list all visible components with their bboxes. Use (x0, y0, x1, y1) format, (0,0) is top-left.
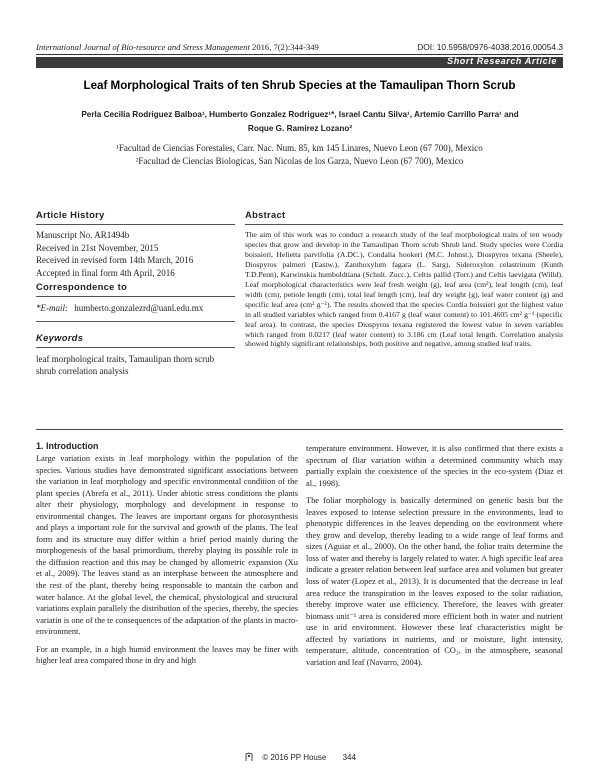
abstract (245, 209, 563, 349)
journal-name: International Journal of Bio-resource and Stress Management (36, 42, 250, 52)
body-column-left (36, 453, 298, 673)
section-divider (36, 429, 563, 430)
authors-line-1: Perla Cecilia Rodriguez Balboa¹, Humberto Gonzalez Rodriguez¹*, Israel Cantu Silva¹, Artemio Carrillo Parra¹ and (81, 110, 519, 119)
copyright: © 2016 PP House (262, 753, 327, 762)
journal-volume: 2016, 7(2):344-349 (252, 42, 319, 52)
keywords-text: leaf morphological traits, Tamaulipan thorn scrub shrub correlation analysis (36, 354, 215, 376)
affiliation-2: ²Facultad de Ciencias Biologicas, San Nicolas de los Garza, Nuevo Leon (67 700), Mexico (135, 156, 464, 166)
intro-paragraph-1: Large variation exists in leaf morphology within the population of the species. Various studies have demonstrated significant associations between the variation in leaf morphology and specific environmental condition of the plant species (Abrefa et al., 2011). Under abiotic stress conditions the plants alter their physiology, morphology and development in response to environmental changes. The leaves are important organs for photosynthesis and plays a important role for the survival and growth of the plants. The leaf form and its structure may differ within a brief period mainly during the morphogenesis of the basal primordium, thereby playing its possible role in the diffusion reaction and this may be changed by allometric expansion (Xu et al., 2009). The leaves stand as an interphase between the atmosphere and the rest of the plant, thereby being responsable to mantain the carbon and water balance. At the global level, the chemical, physiological and structural variations explain parallely the distribution of the species, thereby, the species variatin is one of the te consequences of the adaptation of the plants in macro-environment. (36, 454, 298, 637)
keywords (36, 332, 235, 378)
authors-line-2: Roque G. Ramirez Lozano² (247, 124, 353, 133)
correspondence (36, 281, 235, 322)
page-number: 344 (342, 753, 356, 762)
correspondence-email-line (36, 303, 235, 313)
received-date: Received in 21st November, 2015 (36, 242, 159, 253)
introduction-heading: 1. Introduction (36, 441, 99, 451)
publisher-logo-icon (244, 752, 254, 762)
article-history-heading: Article History (36, 209, 235, 225)
abstract-heading: Abstract (245, 209, 563, 225)
intro-paragraph-2: For an example, in a high humid environment the leaves may be finer with higher leaf area compared those in dry and high (36, 644, 298, 666)
revised-date: Received in revised form 14th March, 2016 (36, 255, 194, 266)
abstract-text: The aim of this work was to conduct a research study of the leaf morphological traits of ten woody species that grow and develop in the Tamaulipan Thorn scrub Shrub land. Study species were Cordia boissieri, Helietta parvifolia (A.DC.), Condalia hookeri (M.C. Johnst.), Diospyros texana (Sheele), Diospyros palmeri (Eastw.), Zanthoxylum fagara (L. Sarg), Sideroxylon celastrinum (Kunth T.D.Penn), Karwinskia humboldtiana (Schult. Zucc.), Celtis pallid (Torr.) and Celtis laevigata (Willd). Leaf morphological characteristics were leaf fresh weight (g), leaf area (cm²), leaf length (cm), leaf width (cm), petiole length (cm), total leaf length (cm), leaf dry weight (g), leaf water content (g) and specific leaf area (cm² g⁻¹). The results showed that the species Cordia boissieri got the highest value in all studied variables which ranged from 0.4167 g (leaf water content) to 101.4605 cm² g⁻¹ (specific leaf area). In contrast, the species Diospyros texana registered the lowest value in seven variables which ranged from 0.0217 (leaf water content) to 3.186 cm (Leaf total length. Correlation analysis showed highly significant relationships, both positive and negative, among studied leaf traits. (245, 230, 563, 349)
email-link[interactable]: humberto.gonzalezrd@uanl.edu.mx (74, 303, 204, 313)
intro-paragraph-3: temperature environment. However, it is also confirmed that there exists a spectrum of fliar variation within a determined community which may partially explain the coexistence of the species in the eco-system (Diaz et al., 1998). (306, 444, 563, 488)
affiliations (36, 142, 563, 168)
accepted-date: Accepted in final form 4th April, 2016 (36, 267, 175, 278)
intro-paragraph-4: The foliar morphology is basically determined on genetic basis but the leaves exposed to intense selection pressure in the environments, lead to phenotypic differences in the leaves depending on the environment where they grow and develop, thereby leading to a wide range of leaf forms and sizes (Aguiar et al., 2000). On the other hand, the foliar traits determine the loss of water and thereby is largely related to water. A high specific leaf area indicate a greater relation between leaf surface area and volumen but greater loss of water (Lopez et al., 2013). It is documented that the decrease in leaf area reduce the transpiration in the leaves exposed to the solar radiation, thereby improve water use efficiency. Therefore, the leaves with greater biomass unit⁻¹ area is considered more efficient both in water and nutrient use in arid environment. However these leaf characteristics might be affected by variations in nutrients, and or moisture, light intensity, temperature, altitude, concentration of CO₂, in the atmosphere, seasonal variation and leaf (Navarro, 2004). (306, 496, 563, 667)
correspondence-rule (36, 321, 235, 322)
authors (40, 108, 560, 136)
article-type-bar (36, 57, 563, 68)
correspondence-heading: Correspondence to (36, 281, 235, 297)
page-footer (0, 752, 600, 762)
article-history (36, 209, 235, 279)
journal-citation (36, 42, 319, 52)
header-rule (36, 54, 563, 55)
body-column-right (306, 443, 563, 674)
email-label: *E-mail: (36, 303, 68, 313)
affiliation-1: ¹Facultad de Ciencias Forestales, Carr. Nac. Num. 85, km 145 Linares, Nuevo Leon (67 700), Mexico (116, 143, 483, 153)
keywords-heading: Keywords (36, 332, 235, 348)
manuscript-number: Manuscript No. AR1494b (36, 230, 130, 240)
doi: DOI: 10.5958/0976-4038.2016.00054.3 (417, 42, 563, 52)
article-type: Short Research Article (447, 56, 557, 66)
paper-title: Leaf Morphological Traits of ten Shrub Species at the Tamaulipan Thorn Scrub (83, 79, 516, 92)
